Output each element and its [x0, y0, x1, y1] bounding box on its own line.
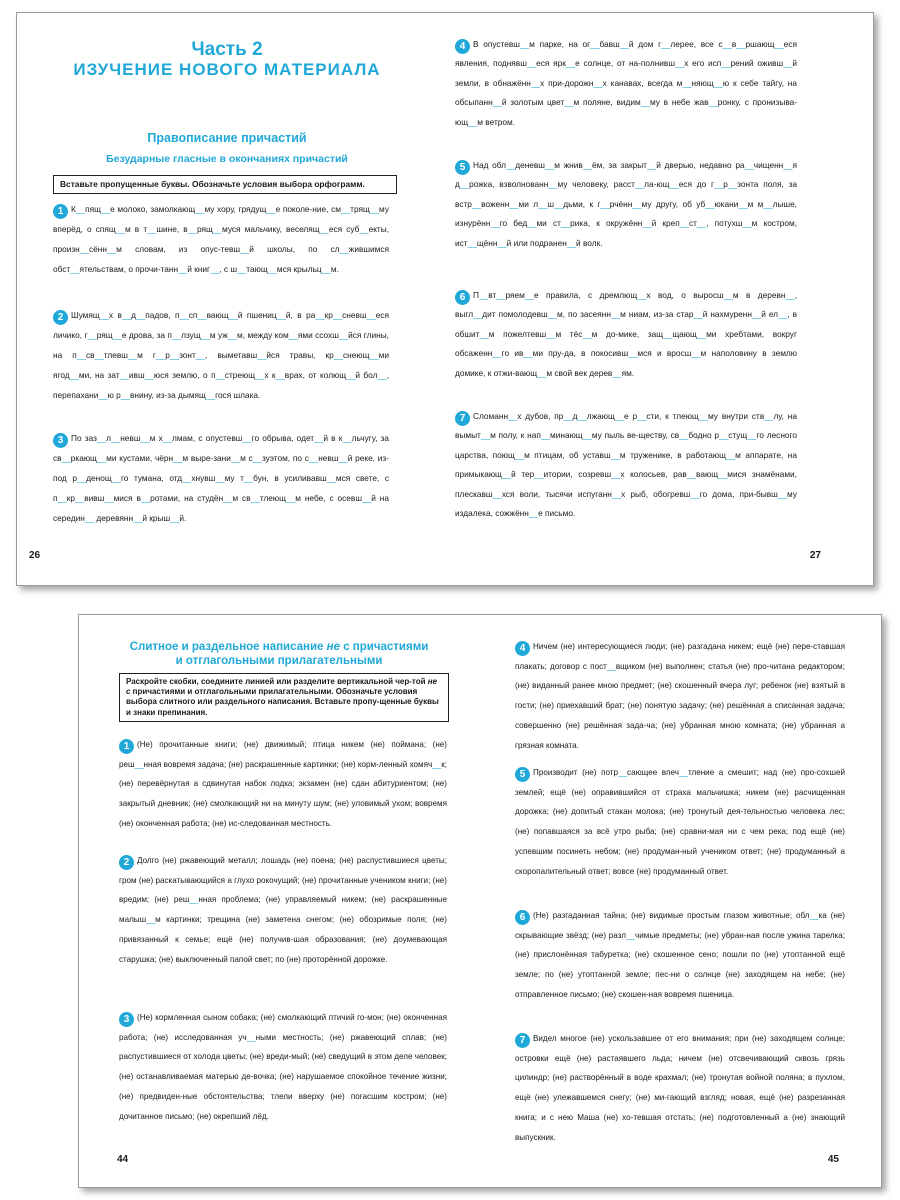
exercise-text: Ничем (не) интересующиеся люди; (не) разгадана никем; ещё (не) пере-ставшая плакать; договор с пост__вщиком (не) выполнен; статья (не) про-читана редактором; (не) виданный ранее мною предмет; (не) скошенный вчера луг; ребенок (не) взятый в гости; (не) приехавший брат; (не) понятую задачу; (не) решённая а списанная задача; совершенно (не) решённая зада-ча; (не) убранная мною комната; (не) убранная а грязная комната.	[515, 642, 845, 750]
part-title	[57, 40, 397, 80]
blank-gap: __	[200, 330, 210, 341]
blank-gap: __	[106, 244, 117, 255]
blank-gap: __	[764, 411, 774, 421]
blank-gap: __	[332, 310, 343, 320]
blank-gap: __	[369, 204, 380, 214]
exercise-number-badge: 5	[515, 767, 530, 782]
blank-gap: __	[246, 1032, 256, 1042]
blank-gap: __	[87, 330, 97, 341]
blank-gap: __	[524, 290, 535, 300]
blank-gap: __	[496, 290, 506, 300]
blank-gap: __	[479, 328, 489, 339]
blank-gap: __	[230, 453, 241, 464]
exercise-number-badge: 7	[455, 411, 470, 426]
section-title-part-3: и отглагольными прилагательными	[175, 654, 383, 667]
blank-gap: __	[147, 224, 157, 235]
page-27	[445, 13, 873, 585]
blank-gap: __	[61, 453, 71, 464]
blank-gap: __	[223, 493, 233, 504]
blank-gap: __	[514, 449, 525, 460]
blank-gap: __	[257, 350, 267, 361]
blank-gap: __	[342, 433, 352, 443]
blank-gap: __	[333, 350, 344, 361]
instruction-box	[119, 673, 449, 722]
blank-gap: __	[215, 370, 225, 381]
exercise-number-badge: 6	[515, 910, 530, 925]
blank-gap: __	[314, 433, 324, 443]
blank-gap: __	[362, 493, 372, 504]
blank-gap: __	[785, 290, 795, 300]
blank-gap: __	[563, 411, 573, 421]
blank-gap: __	[783, 160, 793, 170]
blank-gap: __	[637, 290, 647, 300]
exercise-2	[119, 851, 447, 1003]
blank-gap: __	[136, 310, 146, 320]
blank-gap: __	[205, 390, 216, 401]
exercise-number-badge: 2	[53, 310, 68, 325]
blank-gap: __	[669, 179, 679, 190]
exercise-text: (Не) кормленная сыном собака; (не) смолкающий птичий го-мон; (не) оконченная работа; (не) исследованная уч__ными местность; (не) ржавеющий сплав; (не) распустившиеся от холода цветы; (не) вреди-мый; (не) сведущий в этом деле человек; (не) останавливаемая матерью де-вочка; (не) нарушаемое спокойное течение жизни; (не) предвиден-ные обстоятельства; тлели вверху (не) погасшим костром; (не) дочитанное письмо; (не) окрепший лёд.	[119, 1013, 447, 1121]
exercise-number-badge: 1	[119, 739, 134, 754]
blank-gap: __	[120, 390, 130, 401]
blank-gap: __	[610, 309, 621, 320]
blank-gap: __	[618, 768, 628, 777]
blank-gap: __	[227, 330, 238, 341]
blank-gap: __	[637, 411, 647, 421]
blank-gap: __	[722, 39, 732, 49]
blank-gap: __	[346, 370, 356, 381]
blank-gap: __	[250, 493, 260, 504]
blank-gap: __	[359, 224, 369, 235]
blank-gap: __	[547, 309, 557, 320]
blank-gap: __	[338, 453, 348, 464]
exercise-number-badge: 6	[455, 290, 470, 305]
blank-gap: __	[778, 309, 788, 320]
blank-gap: __	[179, 310, 189, 320]
part-name: ИЗУЧЕНИЕ НОВОГО МАТЕРИАЛА	[73, 59, 381, 79]
blank-gap: __	[171, 330, 182, 341]
blank-gap: __	[632, 198, 642, 209]
exercise-text: Долго (не) ржавеющий металл; лошадь (не) поена; (не) распустившиеся цветы; гром (не) раскатывающийся а глухо рокочущий; (не) прочитанные учеником книги; (не) вредим; (не) реш__нная проблема; (не) управляемый никем; (не) раскрашенные малыш__м картинки; трещина (не) заметена снегом; (не) обозримые поля; (не) привязанный к семье; ещё (не) получив-шая образования; (не) доумевающая старушка; (не) выключенный папой свет; по (не) проторённой дорожке.	[119, 856, 447, 964]
exercise-6	[455, 286, 797, 402]
blank-gap: __	[560, 218, 571, 229]
blank-gap: __	[369, 350, 379, 361]
blank-gap: __	[523, 348, 533, 359]
blank-gap: __	[338, 330, 349, 341]
exercise-text: П__вт__ряем__е правила, с дремлющ__х вод, о выросш__м в деревн__, выгл__дит помолодевш__м, по засеянн__м ниам, из-за стар__й нахмуренн__й ел__, в обшит__м пожелтевш__м тёс__м до-мике, защ__щающ__ми хребтами, вокруг обсаженн__го ив__ми пру-да, в покосивш__мся и вросш__м наполовину в землю домике, к отжи-вающ__м свой век дерев__ям.	[455, 290, 797, 378]
blank-gap: __	[663, 328, 673, 339]
blank-gap: __	[69, 370, 79, 381]
blank-gap: __	[640, 97, 650, 108]
blank-gap: __	[698, 411, 708, 421]
blank-gap: __	[473, 309, 483, 320]
blank-gap: __	[721, 58, 731, 69]
blank-gap: __	[628, 348, 638, 359]
exercise-number-badge: 7	[515, 1033, 530, 1048]
blank-gap: __	[719, 430, 729, 441]
blank-gap: __	[538, 198, 548, 209]
blank-gap: __	[127, 350, 138, 361]
blank-gap: __	[714, 179, 724, 190]
blank-gap: __	[243, 473, 254, 484]
blank-gap: __	[774, 39, 784, 49]
blank-gap: __	[564, 97, 574, 108]
blank-gap: __	[111, 473, 121, 484]
exercise-text: Видел многое (не) ускользавшее от его внимания; при (не) заходящем солнце; островки ещё (не) растаявшего льда; ничем (не) отсвечивающий сквозь грязь цилиндр; (не) растворённый в воде крахмал; (не) тронутая войной поляна; в пухлом, ещё (не) улежавшемся снегу; (не) ми-гающий взгляд; новая, ещё (не) разрезанная книга; и с нею Маша (не) хо-тевшая отстать; (не) подготовленный а (не) знающий выпускник.	[515, 1034, 845, 1142]
blank-gap: __	[285, 493, 296, 504]
exercise-number-badge: 4	[515, 641, 530, 656]
blank-gap: __	[736, 39, 746, 49]
page-number: 26	[29, 550, 41, 561]
blank-gap: __	[471, 198, 482, 209]
blank-gap: __	[252, 453, 262, 464]
blank-gap: __	[339, 244, 349, 255]
blank-gap: __	[611, 469, 621, 480]
blank-gap: __	[94, 350, 104, 361]
blank-gap: __	[315, 310, 325, 320]
blank-gap: __	[308, 453, 319, 464]
blank-gap: __	[691, 348, 701, 359]
blank-gap: __	[237, 264, 247, 275]
blank-gap: __	[377, 370, 387, 381]
blank-gap: __	[288, 330, 298, 341]
blank-gap: __	[763, 198, 773, 209]
exercise-3	[53, 428, 389, 548]
exercise-4	[455, 35, 797, 151]
exercise-text: (Не) разгаданная тайна; (не) видимые простым глазом животные; обл__ка (не) скрывающие звёзд; (не) разл__чимые предметы; (не) убран-ная после ужина тарелка; (не) прислонённая табуретка; (не) скошенное сено; пошли по (не) утоптанной ещё земле; по (не) утоптанной земле; пес-ни о солнце (не) заходящем на небе; (не) отправленное письмо; (не) скошен-ная вовремя пшеница.	[515, 911, 845, 999]
blank-gap: __	[182, 473, 192, 484]
exercise-text: Шумящ__х в__д__падов, п__сп__вающ__й пшениц__й, в ра__кр__сневш__еся личико, г__рящ__е дрова, за п__лзущ__м уж__м, между ком__ями ссохш__йся глины, на п__св__тлевш__м г__р__зонт__, выметавш__йся травы, кр__снеющ__ми ягод__ми, на зат__ивш__юся землю, о п__стреющ__х к__врах, от колющ__й бол__, перепахани__ю р__внину, из-за дымящ__гося шлака.	[53, 310, 389, 401]
blank-gap: __	[530, 77, 541, 88]
blank-gap: __	[98, 390, 108, 401]
blank-gap: __	[100, 204, 111, 214]
blank-gap: __	[70, 264, 80, 275]
exercise-5	[455, 156, 797, 292]
blank-gap: __	[508, 411, 518, 421]
blank-gap: __	[492, 348, 502, 359]
blank-gap: __	[642, 218, 652, 229]
blank-gap: __	[626, 930, 636, 940]
exercise-7	[515, 1029, 845, 1151]
instruction-box: Вставьте пропущенные буквы. Обозначьте условия выбора орфограмм.	[53, 175, 397, 194]
blank-gap: __	[210, 264, 220, 275]
instruction-text-1: Раскройте скобки, соедините линией или разделите вертикальной чер-той	[126, 677, 428, 686]
blank-gap: __	[275, 370, 285, 381]
blank-gap: __	[619, 39, 629, 49]
blank-gap: __	[690, 488, 700, 499]
blank-gap: __	[610, 449, 620, 460]
blank-gap: __	[178, 264, 188, 275]
blank-gap: __	[84, 513, 95, 524]
blank-gap: __	[255, 370, 265, 381]
section-title-part-2: с причастиями	[340, 641, 429, 653]
blank-gap: __	[57, 493, 67, 504]
page-number: 45	[827, 1154, 839, 1165]
blank-gap: __	[321, 264, 331, 275]
exercise-text: К__пящ__е молоко, замолкающ__му хору, грядущ__е поколе-ние, см__трящ__му вперёд, о спящ__м в т__шине, в__рящ__муся мальчику, веселящ__еся суб__екты, произн__сённ__м словам, из опус-тевш__й школы, по сл__жившимся обст__ятельствам, о прочи-танн__й книг__, с ш__тающ__мся крыльц__м.	[53, 204, 389, 275]
exercise-number-badge: 5	[455, 160, 470, 175]
blank-gap: __	[134, 759, 144, 769]
blank-gap: __	[809, 911, 819, 920]
blank-gap: __	[276, 310, 286, 320]
blank-gap: __	[267, 264, 277, 275]
exercise-text: В опустевш__м парке, на ог__бавш__й дом г__лерее, все с__в__ршающ__еся явления, поднявш__еся ярк__е солнце, от на-полнивш__х его исп__рений оживш__й земли, в обнажённ__х при-дорожн__х канавах, всегда м__няющ__ю к себе тайгу, на обсыпанн__й золотым цвет__м поляне, видим__му в небе жав__ронку, с пронизыва-ющ__м ветром.	[455, 39, 797, 127]
blank-gap: __	[74, 493, 85, 504]
blank-gap: __	[546, 328, 556, 339]
blank-gap: __	[582, 328, 592, 339]
exercise-1	[119, 735, 447, 847]
exercise-number-badge: 3	[53, 433, 68, 448]
blank-gap: __	[76, 350, 86, 361]
exercise-5	[515, 763, 845, 903]
spread-pages-44-45	[78, 614, 882, 1188]
blank-gap: __	[600, 198, 610, 209]
blank-gap: __	[173, 453, 183, 464]
exercise-text: Над обл__деневш__м жнив__ём, за закрыт__й дверью, недавно ра__чищенн__я д__рожка, взволнованн__му человеку, расст__ла-ющ__еся до г__р__зонта поля, за встр__воженн__ми л__ш__дьми, к г__рчённ__му другу, об уб__юкани__м м__лыше, изнурённ__го бед__ми ст__рика, к окружённ__й креп__ст__, потухш__м костром, ист__щённ__й или подранен__й волк.	[455, 160, 797, 248]
blank-gap: __	[593, 77, 603, 88]
blank-gap: __	[99, 310, 109, 320]
blank-gap: __	[693, 309, 703, 320]
exercise-text: Сломанн__х дубов, пр__д__лжающ__е р__сти, к тлеющ__му внутри ств__лу, на вымыт__м полу, к нап__минающ__му пыль ве-ществу, св__бодно р__стущ__го лесного царства, поющ__м птицам, об уставш__м труженике, в работающ__м аппарате, на примыкающ__й тер__итории, созревш__х колосьев, рав__вающ__мися знамёнами, плескавш__хся воли, тысячи испуганн__х рыб, обогревш__го дома, при-бывш__му издалека, сожжённ__е письмо.	[455, 411, 797, 519]
blank-gap: __	[751, 309, 762, 320]
blank-gap: __	[76, 473, 87, 484]
exercise-3	[119, 1008, 447, 1148]
blank-gap: __	[242, 433, 252, 443]
blank-gap: __	[146, 915, 156, 925]
blank-gap: __	[548, 179, 558, 190]
exercise-number-badge: 2	[119, 855, 134, 870]
exercise-4	[515, 637, 845, 759]
blank-gap: __	[646, 160, 657, 170]
blank-gap: __	[187, 224, 197, 235]
blank-gap: __	[162, 433, 173, 443]
blank-gap: __	[492, 488, 502, 499]
exercise-7	[455, 407, 797, 547]
blank-gap: __	[554, 198, 564, 209]
blank-gap: __	[467, 237, 477, 248]
blank-gap: __	[537, 367, 547, 378]
blank-gap: __	[266, 204, 276, 214]
blank-gap: __	[582, 430, 592, 441]
blank-gap: __	[228, 310, 238, 320]
blank-gap: __	[96, 453, 107, 464]
blank-gap: __	[509, 198, 519, 209]
blank-gap: __	[195, 204, 205, 214]
instruction-ne: не с	[126, 677, 438, 697]
blank-gap: __	[528, 508, 539, 519]
blank-gap: __	[713, 77, 723, 88]
blank-gap: __	[319, 224, 329, 235]
blank-gap: __	[170, 513, 180, 524]
blank-gap: __	[490, 218, 500, 229]
blank-gap: __	[590, 39, 600, 49]
blank-gap: __	[678, 768, 688, 777]
exercise-text: (Не) прочитанные книги; (не) движимый; птица никем (не) поймана; (не) реш__нная вовремя задача; (не) раскрашенные картинки; (не) корм-ленный хомяч__к; (не) перевёрнутая а сдвинутая набок лодка; экзамен (не) сдан абитуриентом; (не) закрытый дневник; (не) смолкающий ни на минуту шум; (не) уловимый ухом; вовремя (не) оконченная работа; (не) ис-следованная местность.	[119, 740, 447, 828]
blank-gap: __	[144, 370, 154, 381]
section-title-part-1: Слитное и раздельное написание	[129, 641, 327, 653]
blank-gap: __	[679, 430, 689, 441]
subsection-title: Безударные гласные в окончаниях причастий	[106, 153, 348, 165]
exercise-number-badge: 4	[455, 39, 470, 54]
blank-gap: __	[634, 179, 645, 190]
blank-gap: __	[506, 160, 516, 170]
blank-gap: __	[544, 160, 555, 170]
blank-gap: __	[566, 237, 577, 248]
blank-gap: __	[577, 411, 587, 421]
blank-gap: __	[565, 58, 576, 69]
blank-gap: __	[534, 469, 544, 480]
blank-gap: __	[133, 513, 143, 524]
page-number: 27	[809, 550, 821, 561]
blank-gap: __	[215, 473, 225, 484]
blank-gap: __	[783, 58, 793, 69]
blank-gap: __	[661, 39, 671, 49]
blank-gap: __	[492, 97, 502, 108]
exercise-6	[515, 906, 845, 1028]
blank-gap: __	[104, 493, 114, 504]
blank-gap: __	[115, 224, 125, 235]
section-title-ne: не	[326, 641, 340, 653]
blank-gap: __	[747, 430, 757, 441]
blank-gap: __	[96, 433, 107, 443]
section-title	[109, 641, 449, 669]
blank-gap: __	[459, 179, 470, 190]
blank-gap: __	[708, 97, 718, 108]
exercise-text: По заз__л__невш__м х__лмам, с опустевш__го обрыва, одет__й в к__льчугу, за св__ркающ__ми кустами, чёрн__м выре-зани__м с__зуэтом, по с__невш__й реке, из-под р__денощ__го тумана, отд__хнувш__му т__бун, в усиливавш__мся свете, с п__кр__вивш__мися в__ротами, на студён__м св__тлеющ__м небе, с осевш__й на середин__ деревянн__й крыш__й.	[53, 433, 389, 524]
blank-gap: __	[195, 350, 206, 361]
blank-gap: __	[121, 310, 132, 320]
blank-gap: __	[612, 367, 622, 378]
blank-gap: __	[212, 224, 223, 235]
blank-gap: __	[582, 160, 593, 170]
blank-gap: __	[679, 218, 689, 229]
blank-gap: __	[468, 116, 478, 127]
blank-gap: __	[606, 661, 616, 671]
exercise-number-badge: 3	[119, 1012, 134, 1027]
spread-pages-26-27	[16, 12, 874, 586]
section-title: Правописание причастий	[147, 131, 307, 145]
exercise-number-badge: 1	[53, 204, 68, 219]
page-45	[480, 615, 881, 1187]
blank-gap: __	[682, 77, 692, 88]
blank-gap: __	[742, 218, 752, 229]
blank-gap: __	[326, 473, 336, 484]
blank-gap: __	[674, 58, 685, 69]
blank-gap: __	[79, 244, 89, 255]
blank-gap: __	[340, 204, 351, 214]
blank-gap: __	[169, 350, 180, 361]
blank-gap: __	[686, 469, 697, 480]
blank-gap: __	[705, 198, 715, 209]
blank-gap: __	[527, 218, 537, 229]
blank-gap: __	[777, 488, 788, 499]
blank-gap: __	[497, 237, 507, 248]
blank-gap: __	[478, 290, 489, 300]
blank-gap: __	[725, 449, 736, 460]
blank-gap: __	[432, 759, 442, 769]
blank-gap: __	[611, 488, 622, 499]
blank-gap: __	[614, 411, 625, 421]
blank-gap: __	[155, 350, 166, 361]
blank-gap: __	[366, 310, 376, 320]
blank-gap: __	[718, 469, 728, 480]
blank-gap: __	[75, 204, 86, 214]
exercise-text: Производит (не) потр__сающее впеч__тление а смешит; над (не) про-сохшей землей; ещё (не) оправившийся от страха мальчишка; никем (не) расчищенная дорожка; (не) допитый стакан молока; (не) тронутый дея-тельностью человека лес; (не) попавшаяся за всё утро рыба; (не) сравни-мая ни с чем река; под ещё (не) успевшим посинеть небом; (не) продуман-ный учеником ответ; (не) продуманный а скоропалительный ответ; вовсе (не) продуманный ответ.	[515, 768, 845, 876]
blank-gap: __	[744, 160, 754, 170]
blank-gap: __	[197, 310, 207, 320]
blank-gap: __	[480, 430, 491, 441]
blank-gap: __	[519, 39, 530, 49]
instruction-text-2: причастиями и отглагольными прилагательными. Обозначьте условия выбора слитного или раздельного написания. Вставьте пропу-щенные буквы и знаки препинания.	[126, 687, 439, 717]
blank-gap: __	[140, 493, 151, 504]
blank-gap: __	[696, 328, 707, 339]
blank-gap: __	[540, 430, 551, 441]
blank-gap: __	[723, 290, 733, 300]
part-label: Часть 2	[191, 39, 263, 60]
blank-gap: __	[240, 244, 250, 255]
blank-gap: __	[696, 218, 707, 229]
exercise-1	[53, 199, 389, 295]
page-44	[79, 615, 480, 1187]
blank-gap: __	[526, 58, 537, 69]
blank-gap: __	[112, 330, 122, 341]
blank-gap: __	[189, 895, 199, 905]
blank-gap: __	[140, 433, 150, 443]
page-number: 44	[117, 1154, 129, 1165]
blank-gap: __	[110, 433, 121, 443]
blank-gap: __	[727, 179, 738, 190]
blank-gap: __	[738, 198, 748, 209]
blank-gap: __	[119, 370, 129, 381]
exercise-2	[53, 305, 389, 420]
blank-gap: __	[501, 469, 512, 480]
page-26	[17, 13, 445, 585]
